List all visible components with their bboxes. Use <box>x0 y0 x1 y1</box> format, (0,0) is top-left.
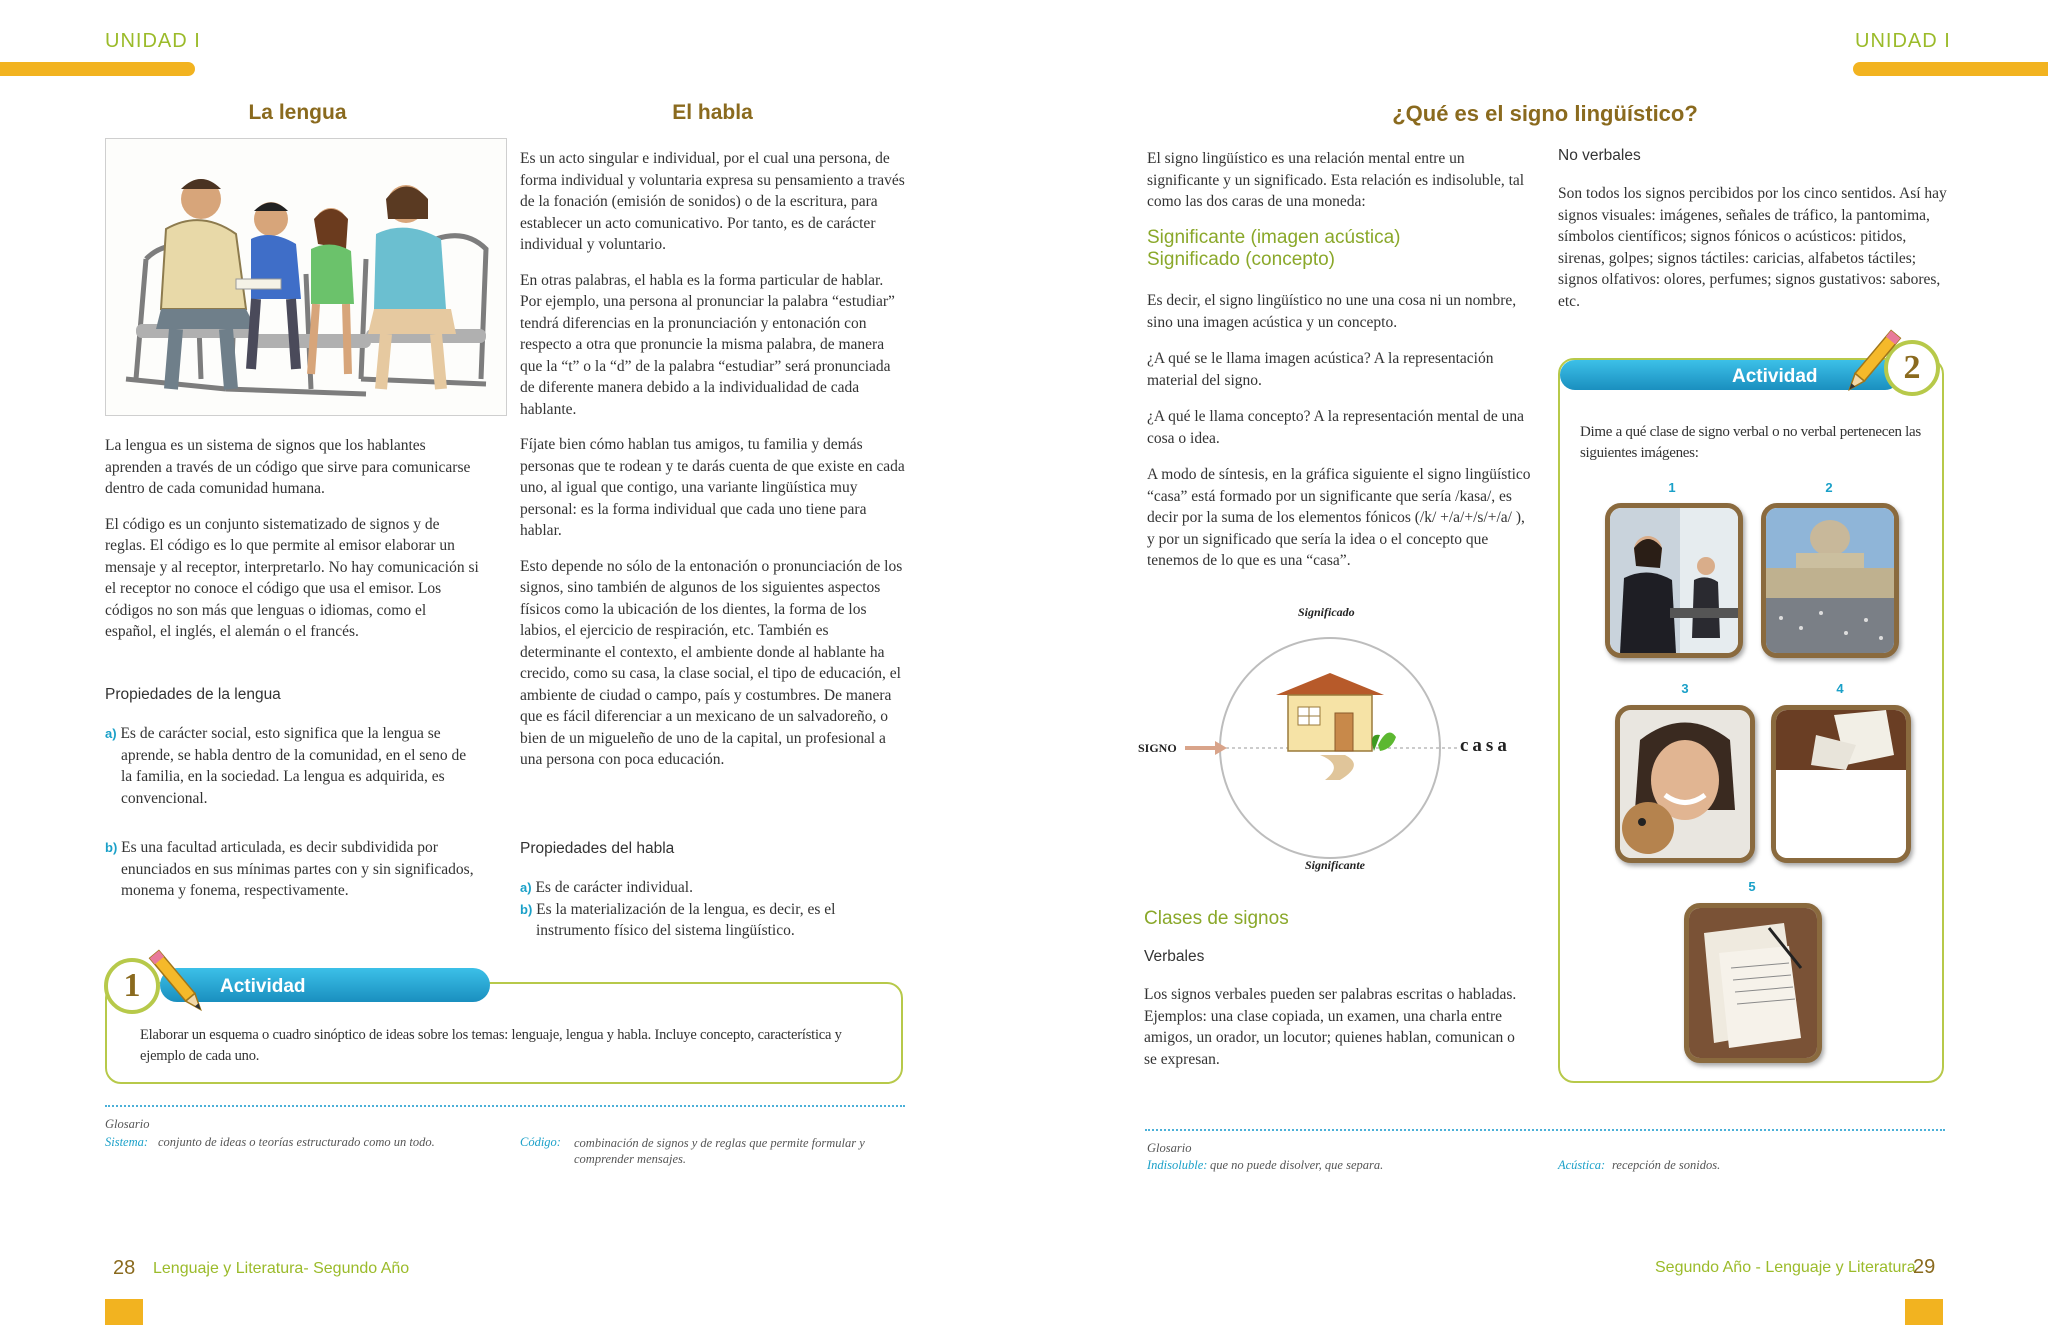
image-number: 2 <box>1825 480 1833 495</box>
glosario-def: recepción de sonidos. <box>1612 1158 1721 1172</box>
paragraph: ¿A qué se le llama imagen acústica? A la representación material del signo. <box>1147 350 1494 389</box>
glosario-divider-right <box>1145 1129 1945 1131</box>
item-label: a) <box>105 726 117 741</box>
activity-image-1 <box>1605 503 1743 658</box>
corner-tab-left <box>105 1299 143 1325</box>
glosario-def: que no puede disolver, que separa. <box>1210 1158 1384 1172</box>
paragraph: ¿A qué le llama concepto? A la representación mental de una cosa o idea. <box>1147 408 1525 447</box>
glosario-def: combinación de signos y de reglas que permite formular y comprender mensajes. <box>574 1136 865 1166</box>
list-item <box>105 837 477 902</box>
signo-diagram <box>1130 605 1530 880</box>
actividad-1-badge: 1 <box>104 958 160 1014</box>
section-title-la-lengua: La lengua <box>248 101 347 124</box>
footer-text-right: Segundo Año - Lenguaje y Literatura <box>1655 1259 1916 1276</box>
unit-bar-right <box>1853 62 2048 76</box>
diagram-label-signo: SIGNO <box>1138 741 1177 755</box>
item-text: Es la materialización de la lengua, es decir, es el instrumento físico del sistema lingüístico. <box>536 900 836 939</box>
signo-text <box>1147 290 1532 586</box>
family-illustration <box>105 138 507 416</box>
glosario-term: Código: <box>520 1135 561 1149</box>
image-number: 5 <box>1748 879 1756 894</box>
activity-image-2 <box>1761 503 1899 658</box>
paragraph: Es decir, el signo lingüístico no une una cosa ni un nombre, sino una imagen acústica y un concepto. <box>1147 292 1517 331</box>
actividad-2-badge: 2 <box>1884 340 1940 396</box>
unit-bar-left <box>0 62 195 76</box>
activity-image-4 <box>1771 705 1911 863</box>
significante-line: Significante (imagen acústica) <box>1147 227 1401 248</box>
glosario-def: conjunto de ideas o teorías estructurado como un todo. <box>158 1135 435 1149</box>
item-label: a) <box>520 880 532 895</box>
paragraph: Es un acto singular e individual, por el cual una persona, de forma individual y voluntaria expresa su pensamiento a través de la fonación (emisión de sonidos) o de la escritura, para establecer un acto comunicativo. Por tanto, es de carácter individual y voluntario. <box>520 150 905 253</box>
unit-label-left: UNIDAD I <box>105 30 201 52</box>
item-text: Es de carácter social, esto significa que la lengua se aprende, se habla dentro de la comunidad, en el seno de la familia, en la sociedad. La lengua es adquirida, es convencional. <box>120 725 467 807</box>
diagram-label-casa: casa <box>1460 735 1511 756</box>
propiedades-habla-list <box>520 877 905 942</box>
image-number: 4 <box>1836 681 1844 696</box>
la-lengua-text <box>105 435 480 657</box>
signo-intro: El signo lingüístico es una relación mental entre un significante y un significado. Esta relación es indisoluble, tal como las dos caras de una moneda: <box>1147 150 1525 210</box>
glosario-term: Indisoluble: <box>1147 1158 1208 1172</box>
page-number-left: 28 <box>113 1257 136 1279</box>
propiedades-lengua-heading: Propiedades de la lengua <box>105 686 281 703</box>
activity-image-3 <box>1615 705 1755 863</box>
glosario-title-right: Glosario <box>1147 1141 1192 1155</box>
image-number: 3 <box>1681 681 1689 696</box>
paragraph: En otras palabras, el habla es la forma particular de hablar. Por ejemplo, una persona al pronunciar la palabra “estudiar” tendrá diferencias en la pronunciación y entonación con respecto a otra que pronuncie la misma palabra, de manera que la “t” o la “d” de la palabra “estudiar” será pronunciada de diferente manera debido a la individualidad de cada hablante. <box>520 271 895 418</box>
verbales-text: Los signos verbales pueden ser palabras escritas o habladas. Ejemplos: una clase copiada, un examen, una charla entre amigos, un orador, un locutor; quienes hablan, comunican o se expresan. <box>1144 986 1517 1068</box>
pencil-icon <box>1830 325 1910 405</box>
paragraph: La lengua es un sistema de signos que los hablantes aprenden a través de un código que sirve para comunicarse dentro de cada comunidad humana. <box>105 437 471 497</box>
diagram-label-significado: Significado <box>1298 605 1355 619</box>
actividad-2-text: Dime a qué clase de signo verbal o no verbal pertenecen las siguientes imágenes: <box>1580 424 1921 461</box>
verbales-heading: Verbales <box>1144 948 1205 965</box>
paragraph: Esto depende no sólo de la entonación o pronunciación de los signos, sino también de algunos de los siguientes aspectos físicos como la ubicación de los dientes, la forma de los labios, el ejercicio de respiración, etc. También es determinante el contexto, el ambiente donde al hablante ha crecido, como su casa, la clase social, el tipo de educación, el ambiente de ciudad o campo, país y costumbres. De manera que es fácil diferenciar a un mexicano de un salvadoreño, o bien de un migueleño de uno de la capital, un profesional a una persona con poca educación. <box>520 557 903 768</box>
glosario-term: Acústica: <box>1558 1158 1606 1172</box>
paragraph: A modo de síntesis, en la gráfica siguiente el signo lingüístico “casa” está formado por un significante que sería /kasa/, es decir por la suma de los elementos fónicos (/k/ +/a/+/s/+/a/ ), y por un significado que sería la idea o el concepto que tenemos de lo que es una “casa”. <box>1147 466 1531 569</box>
page-number-right: 29 <box>1913 1256 1936 1278</box>
actividad-1-text: Elaborar un esquema o cuadro sinóptico de ideas sobre los temas: lenguaje, lengua y habla. Incluye concepto, característica y ejemplo de cada uno. <box>140 1027 842 1064</box>
propiedades-habla-heading: Propiedades del habla <box>520 840 675 857</box>
actividad-2-label: Actividad <box>1732 366 1818 387</box>
paragraph: Fíjate bien cómo hablan tus amigos, tu familia y demás personas que te rodean y te darás cuenta de que existe en cada uno, al igual que contigo, una variante lingüística muy personal: es la forma individual que cada uno tiene para hablar. <box>520 436 905 539</box>
el-habla-text <box>520 148 905 785</box>
image-number: 1 <box>1668 480 1676 495</box>
section-title-el-habla: El habla <box>672 101 753 124</box>
unit-label-right: UNIDAD I <box>1855 30 1951 52</box>
glosario-title-left: Glosario <box>105 1117 150 1131</box>
paragraph: El código es un conjunto sistematizado de signos y de reglas. El código es lo que permite al emisor elaborar un mensaje y al receptor, interpretarlo. No hay comunicación si el receptor no conoce el código que usa el emisor. Los códigos no son más que lenguas o idiomas, como el español, el inglés, el alemán o el francés. <box>105 515 479 640</box>
diagram-label-significante: Significante <box>1305 858 1366 872</box>
item-label: b) <box>520 901 533 917</box>
clases-heading: Clases de signos <box>1144 908 1289 929</box>
item-text: Es de carácter individual. <box>535 879 693 896</box>
item-text: Es una facultad articulada, es decir subdividida por enunciados en sus mínimas partes con y sin significados, monema y fonema, respectivamente. <box>121 839 474 899</box>
corner-tab-right <box>1905 1299 1943 1325</box>
footer-text-left: Lenguaje y Literatura- Segundo Año <box>153 1260 410 1277</box>
significado-line: Significado (concepto) <box>1147 249 1335 270</box>
activity-image-5 <box>1684 903 1822 1063</box>
list-item <box>105 723 477 809</box>
list-item <box>520 877 905 899</box>
page-title-signo: ¿Qué es el signo lingüístico? <box>1392 101 1698 126</box>
no-verbales-text: Son todos los signos percibidos por los cinco sentidos. Así hay signos visuales: imágenes, señales de tráfico, la pantomima, símbolos científicos; signos fónicos o acústicos: pitidos, sirenas, golpes; signos táctiles: caricias, alfabetos táctiles; signos olfativos: olores, perfumes; signos gustativos: sabores, etc. <box>1558 185 1947 310</box>
actividad-1-label: Actividad <box>220 976 306 997</box>
no-verbales-heading: No verbales <box>1558 147 1641 164</box>
pencil-icon <box>140 945 220 1025</box>
glosario-term: Sistema: <box>105 1135 149 1149</box>
list-item <box>520 899 905 942</box>
propiedades-lengua-list <box>105 723 477 902</box>
item-label: b) <box>105 840 118 855</box>
glosario-divider-left <box>105 1105 905 1107</box>
